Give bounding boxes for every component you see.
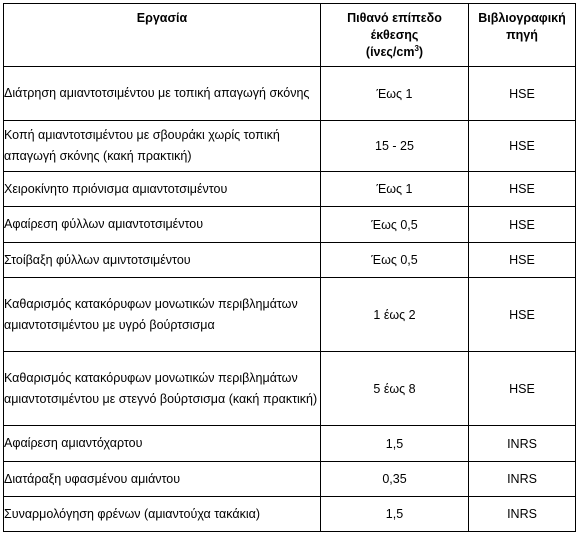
task-cell: Αφαίρεση αμιαντόχαρτου (4, 426, 321, 462)
table-row (4, 207, 576, 243)
header-source (469, 4, 576, 67)
exposure-cell: 15 - 25 (321, 121, 469, 172)
table-row (4, 462, 576, 497)
header-exposure-unit-sup: 3 (414, 43, 419, 53)
task-cell: Χειροκίνητο πριόνισμα αμιαντοτσιμέντου (4, 172, 321, 207)
source-cell: HSE (469, 67, 576, 121)
source-cell: HSE (469, 278, 576, 352)
header-task (4, 4, 321, 67)
source-cell: INRS (469, 426, 576, 462)
exposure-cell: 0,35 (321, 462, 469, 497)
table-row (4, 497, 576, 532)
table-row (4, 278, 576, 352)
task-cell: Κοπή αμιαντοτσιμέντου με σβουράκι χωρίς τοπική απαγωγή σκόνης (κακή πρακτική) (4, 121, 321, 172)
header-row (4, 4, 576, 67)
task-cell: Καθαρισμός κατακόρυφων μονωτικών περιβλημάτων αμιαντοτσιμέντου με στεγνό βούρτσισμα (κακή πρακτική) (4, 352, 321, 426)
header-source-label: Βιβλιογραφική πηγή (478, 11, 566, 42)
table-row (4, 67, 576, 121)
exposure-cell: Έως 0,5 (321, 207, 469, 243)
task-cell: Αφαίρεση φύλλων αμιαντοτσιμέντου (4, 207, 321, 243)
task-cell: Συναρμολόγηση φρένων (αμιαντούχα τακάκια) (4, 497, 321, 532)
exposure-cell: Έως 1 (321, 67, 469, 121)
table-row (4, 426, 576, 462)
header-exposure-unit-prefix: (ίνες/cm (365, 45, 415, 59)
header-task-label: Εργασία (136, 11, 188, 25)
table-row (4, 121, 576, 172)
source-cell: INRS (469, 462, 576, 497)
header-exposure-label: Πιθανό επίπεδο έκθεσης (347, 11, 442, 42)
table-row (4, 352, 576, 426)
source-cell: HSE (469, 243, 576, 278)
source-cell: HSE (469, 207, 576, 243)
exposure-table (3, 3, 576, 532)
header-exposure (321, 4, 469, 67)
exposure-cell: 1,5 (321, 426, 469, 462)
exposure-cell: Έως 1 (321, 172, 469, 207)
source-cell: HSE (469, 352, 576, 426)
task-cell: Διάτρηση αμιαντοτσιμέντου με τοπική απαγωγή σκόνης (4, 67, 321, 121)
header-exposure-unit-suffix: ) (418, 45, 424, 59)
task-cell: Διατάραξη υφασμένου αμιάντου (4, 462, 321, 497)
source-cell: HSE (469, 172, 576, 207)
exposure-cell: Έως 0,5 (321, 243, 469, 278)
table-row (4, 243, 576, 278)
source-cell: INRS (469, 497, 576, 532)
source-cell: HSE (469, 121, 576, 172)
task-cell: Καθαρισμός κατακόρυφων μονωτικών περιβλημάτων αμιαντοτσιμέντου με υγρό βούρτσισμα (4, 278, 321, 352)
exposure-cell: 1 έως 2 (321, 278, 469, 352)
task-cell: Στοίβαξη φύλλων αμιντοτσιμέντου (4, 243, 321, 278)
exposure-cell: 5 έως 8 (321, 352, 469, 426)
table-row (4, 172, 576, 207)
exposure-cell: 1,5 (321, 497, 469, 532)
